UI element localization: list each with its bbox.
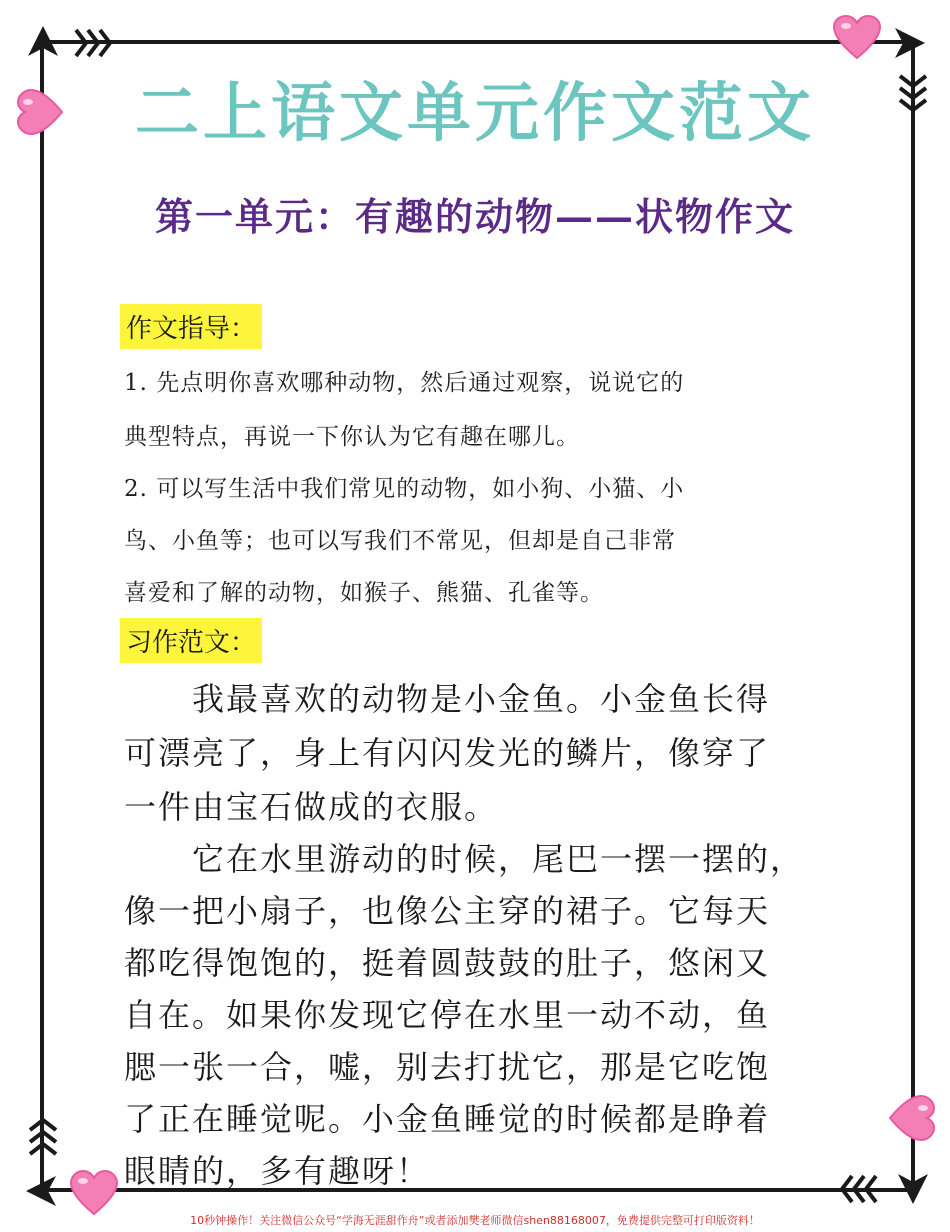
essay-line: 腮一张一合，嘘，别去打扰它，那是它吃饱 [124, 1048, 771, 1086]
guide-line: 典型特点，再说一下你认为它有趣在哪儿。 [124, 424, 580, 450]
guide-line: 2. 可以写生活中我们常见的动物，如小狗、小猫、小 [124, 476, 685, 502]
arrow-down-icon [896, 1172, 930, 1206]
guide-line: 喜爱和了解的动物，如猴子、熊猫、孔雀等。 [124, 580, 604, 606]
heart-icon [832, 14, 882, 62]
page-title: 二上语文单元作文范文 [135, 77, 815, 151]
essay-line: 眼睛的，多有趣呀！ [124, 1152, 431, 1190]
essay-line: 都吃得饱饱的，挺着圆鼓鼓的肚子，悠闲又 [124, 944, 771, 982]
frame-top-line [40, 40, 915, 44]
heart-icon [68, 1168, 120, 1216]
essay-label: 习作范文： [120, 618, 262, 663]
page-subtitle: 第一单元：有趣的动物——状物作文 [154, 194, 795, 239]
essay-line: 了正在睡觉呢。小金鱼睡觉的时候都是睁着 [124, 1100, 771, 1138]
footer-notice: 10秒钟操作！关注微信公众号“学海无涯甜作舟”或者添加樊老师微信shen88168007，免费提供完整可打印版资料！ [190, 1214, 760, 1227]
feather-bottom-icon [840, 1172, 880, 1206]
guide-label: 作文指导： [120, 304, 262, 349]
feather-left-icon [26, 1118, 60, 1158]
essay-line: 可漂亮了，身上有闪闪发光的鳞片，像穿了 [124, 734, 771, 772]
guide-line: 1. 先点明你喜欢哪种动物，然后通过观察，说说它的 [124, 370, 685, 396]
essay-line: 它在水里游动的时候，尾巴一摆一摆的， [124, 840, 805, 878]
heart-icon [886, 1094, 938, 1142]
arrow-up-icon [26, 24, 60, 58]
essay-line: 像一把小扇子，也像公主穿的裙子。它每天 [124, 892, 771, 930]
essay-line: 我最喜欢的动物是小金鱼。小金鱼长得 [124, 680, 771, 718]
essay-line: 一件由宝石做成的衣服。 [124, 788, 499, 826]
guide-line: 鸟、小鱼等；也可以写我们不常见，但却是自己非常 [124, 528, 676, 554]
essay-line: 自在。如果你发现它停在水里一动不动，鱼 [124, 996, 771, 1034]
arrow-left-icon [24, 1174, 58, 1208]
arrow-right-icon [893, 26, 927, 60]
feather-top-icon [72, 26, 112, 60]
